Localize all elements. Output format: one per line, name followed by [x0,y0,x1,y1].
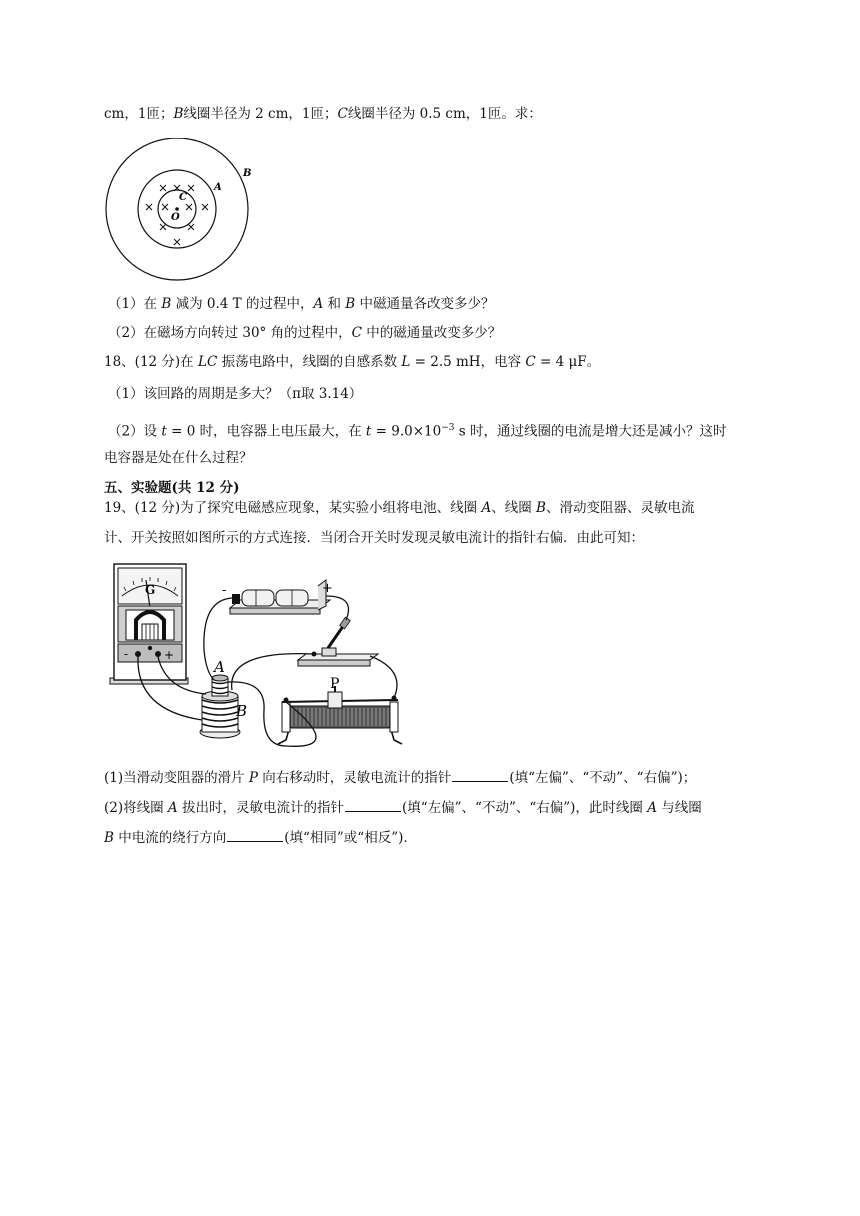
text: 与线圈 [656,800,702,816]
text: （1）在 [108,296,162,312]
text: = 0 时，电容器上电压最大，在 [166,423,366,440]
exponent: −3 [441,423,455,433]
text: 线圈半径为 2 cm，1匝； [183,106,338,122]
text: 线圈半径为 0.5 cm，1匝。求： [347,106,542,122]
q19-stem-cont [104,528,760,548]
label-A: A [214,182,222,193]
text: 和 [323,296,346,312]
q19-stem [104,498,760,518]
text: 、滑动变阻器、灵敏电流 [545,500,695,516]
label-O: O [171,212,180,223]
text: 振荡电路中，线圈的自感系数 [217,354,402,370]
var-C: C [337,106,348,122]
text: = 9.0×10 [371,423,442,440]
concentric-coils-figure [102,138,262,288]
apparatus-figure [106,560,406,752]
q18-stem [104,352,760,372]
battery-plus: + [322,581,333,596]
galvanometer [110,564,188,684]
var-t: t [161,423,167,440]
slider-P-label: P [330,676,340,692]
text: 中电流的绕行方向 [113,830,227,846]
var-LC: LC [197,354,218,370]
var-P: P [248,770,259,786]
text: 19、(12 分)为了探究电磁感应现象，某实验小组将电池、线圈 [104,500,482,516]
center-dot [175,207,179,211]
coils [200,658,247,738]
var-B: B [345,296,356,312]
switch [298,617,378,666]
section-title [104,478,760,498]
label-C: C [179,192,187,203]
text: 中的磁通量改变多少？ [361,325,502,341]
q18-sub2 [108,418,760,442]
text: 拔出时，灵敏电流计的指针 [177,800,344,816]
q17-sub2 [108,323,760,343]
q17-intro-line [104,104,760,124]
text: 中磁通量各改变多少？ [355,296,495,312]
var-A: A [313,296,324,312]
answer-blank[interactable] [227,829,283,842]
text: (1)当滑动变阻器的滑片 [104,770,249,786]
coil-B-label: B [236,702,248,720]
meter-minus: - [124,647,129,661]
q19-sub1 [104,768,760,788]
text: 减为 0.4 T 的过程中， [171,296,314,312]
q18-sub2-cont [104,448,760,468]
battery-minus: - [222,583,227,598]
q19-sub2 [104,798,760,818]
var-B: B [104,830,114,846]
text: 18、(12 分)在 [104,354,198,370]
battery-pack [222,580,333,614]
var-B: B [173,106,184,122]
text: （2）设 [108,423,162,440]
answer-blank[interactable] [345,799,401,812]
text: = 4 μF。 [535,354,601,370]
rheostat [278,676,402,744]
label-B: B [243,168,252,179]
text: = 2.5 mH，电容 [410,354,526,370]
coil-A-label: A [214,658,225,676]
q17-sub1 [108,294,760,314]
text: 计、开关按照如图所示的方式连接．当闭合开关时发现灵敏电流计的指针右偏．由此可知： [104,530,644,546]
text: (2)将线圈 [104,800,168,816]
answer-blank[interactable] [452,769,508,782]
var-C: C [351,325,362,341]
var-C: C [525,354,536,370]
var-B: B [161,296,172,312]
meter-plus: + [164,648,175,662]
var-A: A [167,800,178,816]
meter-label: G [145,583,156,597]
var-A: A [481,500,492,516]
var-A: A [647,800,657,816]
text: 向右移动时，灵敏电流计的指针 [258,770,452,786]
text: 、线圈 [491,500,537,516]
text: cm，1匝； [104,106,174,122]
text: (填“左偏”、“不动”、“右偏”)，此时线圈 [401,800,648,816]
text: 五、实验题(共 12 分) [104,480,240,496]
text: (填“左偏”、“不动”、“右偏”)； [509,770,697,786]
q18-sub1 [108,384,760,404]
var-t: t [365,423,372,440]
text: 电容器是处在什么过程？ [104,450,253,466]
text: （1）该回路的周期是多大？（π取 3.14） [108,386,363,402]
var-L: L [401,354,411,370]
var-B: B [536,500,546,516]
text: (填“相同”或“相反”)． [284,830,417,846]
q19-sub2-cont [104,828,760,848]
text: （2）在磁场方向转过 30° 角的过程中， [108,325,352,341]
text: s 时，通过线圈的电流是增大还是减小？这时 [454,423,727,440]
